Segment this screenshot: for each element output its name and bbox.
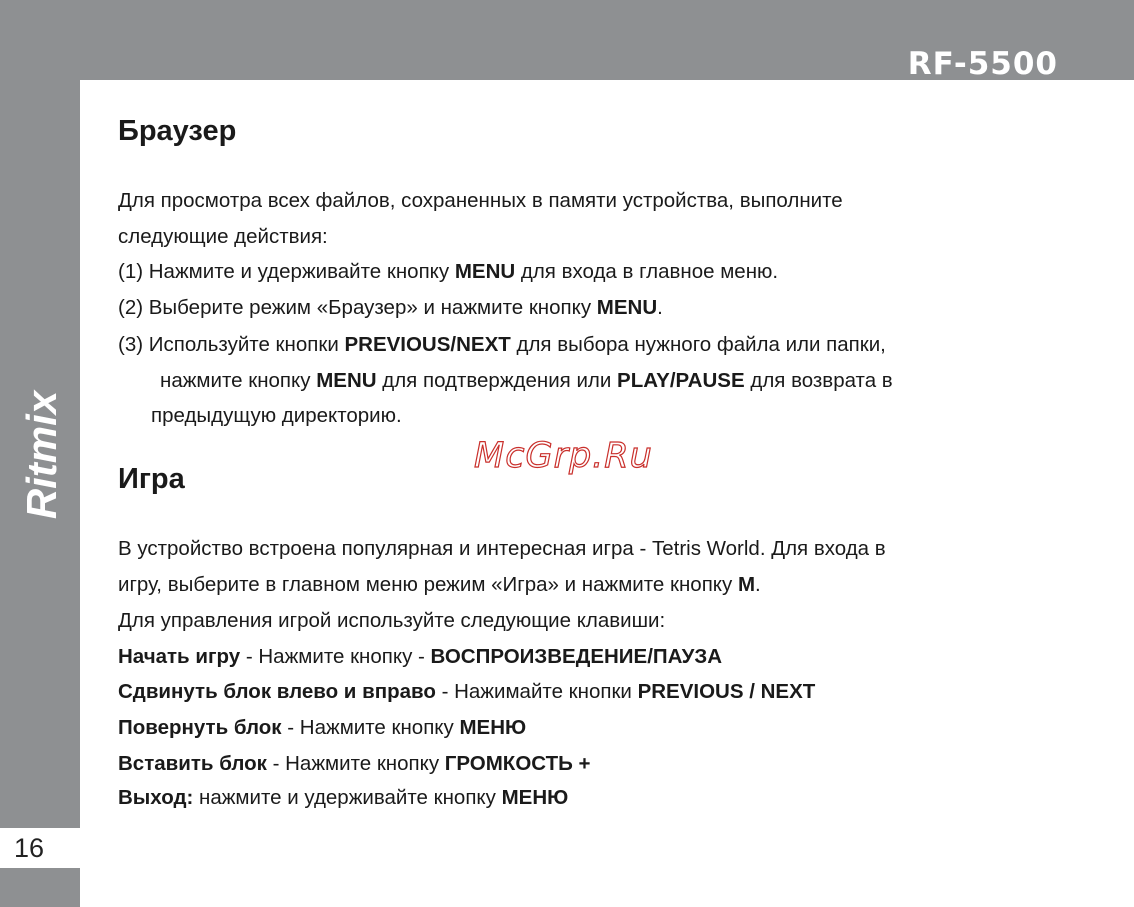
brand-logo-text: Ritmix — [18, 390, 65, 520]
control-start-game: Начать игру - Нажмите кнопку - ВОСПРОИЗВЕДЕНИЕ/ПАУЗА — [118, 645, 723, 668]
control-move-block: Сдвинуть блок влево и вправо - Нажимайте кнопки PREVIOUS / NEXT — [118, 680, 816, 703]
section-title-browser: Браузер — [118, 115, 237, 147]
page-number: 16 — [13, 833, 45, 863]
control-insert-block: Вставить блок - Нажмите кнопку ГРОМКОСТЬ + — [118, 752, 591, 775]
control-rotate-block: Повернуть блок - Нажмите кнопку МЕНЮ — [118, 716, 527, 739]
game-line-3: Для управления игрой используйте следующие клавиши: — [118, 609, 666, 632]
browser-step-3: (3) Используйте кнопки PREVIOUS/NEXT для выбора нужного файла или папки, — [118, 333, 886, 356]
model-label: RF-5500 — [907, 46, 1058, 82]
game-line-1: В устройство встроена популярная и интересная игра - Tetris World. Для входа в — [118, 537, 886, 560]
browser-intro-line-2: следующие действия: — [118, 225, 328, 248]
browser-step-3-line-3: предыдущую директорию. — [151, 404, 402, 427]
game-line-2: игру, выберите в главном меню режим «Игра» и нажмите кнопку M. — [118, 573, 761, 596]
browser-step-1: (1) Нажмите и удерживайте кнопку MENU для входа в главное меню. — [118, 260, 779, 283]
control-exit: Выход: нажмите и удерживайте кнопку МЕНЮ — [118, 786, 569, 809]
watermark: McGrp.Ru — [474, 436, 653, 476]
browser-step-2: (2) Выберите режим «Браузер» и нажмите кнопку MENU. — [118, 296, 663, 319]
browser-intro-line-1: Для просмотра всех файлов, сохраненных в памяти устройства, выполните — [118, 189, 843, 212]
section-title-game: Игра — [118, 463, 185, 495]
browser-step-3-line-2: нажмите кнопку MENU для подтверждения или PLAY/PAUSE для возврата в — [160, 369, 893, 392]
